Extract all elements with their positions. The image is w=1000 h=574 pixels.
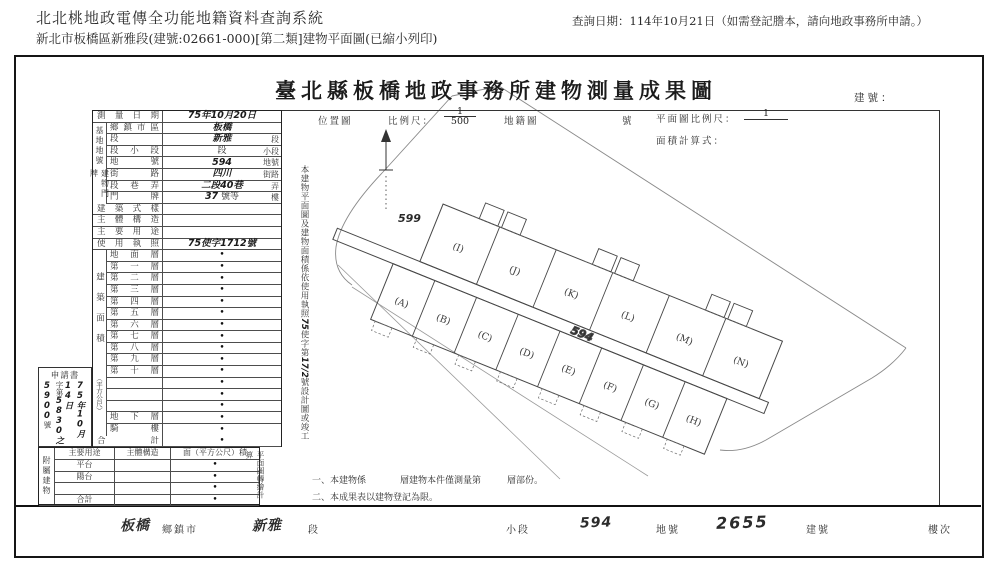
floor-label: 騎樓: [93, 424, 163, 436]
unit-label: (B): [434, 312, 452, 328]
unit-label: (K): [562, 286, 580, 302]
floor-label: 第一層: [93, 262, 163, 273]
area-calc-label: 面積計算式：: [656, 136, 726, 147]
cadastral-map-label: 地籍圖: [504, 116, 539, 127]
document-frame: [14, 55, 984, 558]
unit-label: (E): [559, 362, 578, 379]
structure-row: 主體構造: [93, 215, 281, 227]
floor-row: [93, 378, 281, 390]
base-land-group: 基地地號: [93, 123, 107, 169]
floor-area-bullet: •: [219, 343, 225, 354]
unit-label: (J): [507, 264, 522, 279]
plan-scale-numerator: 1: [744, 108, 788, 120]
floor-area-bullet: •: [219, 308, 225, 319]
floor-area-bullet: •: [219, 401, 225, 412]
note-1: 一、本建物係 層建物本件僅測量第 層部份。: [312, 476, 544, 486]
floor-label: 第六層: [93, 320, 163, 331]
total-row: 合計 •: [93, 436, 281, 448]
floor-area-bullet: •: [219, 389, 225, 400]
unit-label: (D): [517, 345, 536, 362]
annex-group: 附屬建物: [39, 448, 55, 504]
unit-label: (H): [684, 413, 703, 430]
right-inner-rule: [939, 110, 940, 505]
street-row: 街路 四川 街路: [93, 169, 281, 181]
sidebar-note-column-2: 平面圖轉繪計算: [245, 451, 265, 499]
main-table: [89, 110, 282, 447]
floor-row: [93, 273, 281, 285]
floor-row: [93, 366, 281, 378]
application-title: 申請書: [50, 371, 80, 381]
unit-label: (L): [619, 309, 637, 325]
system-title: 北北桃地政電傳全功能地籍資料查詢系統: [36, 9, 325, 27]
scale-label: 比例尺：: [388, 116, 435, 127]
floor-area-bullet: •: [219, 424, 225, 435]
floor-row: [93, 262, 281, 274]
floor-row: [93, 285, 281, 297]
plan-scale-label: 平面圖比例尺：: [656, 114, 737, 125]
query-date: 查詢日期：114年10月21日（如需登記謄本，請向地政事務所申請。）: [572, 14, 928, 28]
floor-label: 第二層: [93, 273, 163, 284]
cadastral-no-label: 號: [622, 116, 634, 127]
application-box: [38, 367, 92, 447]
floor-area-bullet: •: [219, 366, 225, 377]
bottom-building-no-label: 建號: [806, 525, 830, 536]
floor-row: [93, 401, 281, 413]
bottom-township-label: 鄉鎮市: [162, 525, 198, 536]
annex-header-row: 主要用途 主體構造 面（平方公尺）積: [39, 448, 259, 460]
location-map-label: 位置圖: [318, 116, 353, 127]
floor-row: [93, 343, 281, 355]
floor-label: 第四層: [93, 297, 163, 308]
annex-row-terrace: 平台 •: [39, 460, 259, 472]
floor-area-bullet: •: [219, 377, 225, 388]
location-scale-fraction: [444, 107, 476, 126]
floor-label: 地下層: [93, 412, 163, 423]
floor-label: 第八層: [93, 343, 163, 354]
unit-label: (G): [642, 396, 661, 413]
application-number: 字第5830之5900號: [42, 381, 64, 445]
township-row: 鄉鎮市區 板橋: [93, 123, 281, 135]
note-2: 二、本成果表以建物登記為限。: [312, 493, 439, 503]
parcel-number-594: 594: [568, 323, 596, 345]
floor-label: 第七層: [93, 331, 163, 342]
bottom-township-value: 板橋: [119, 517, 151, 535]
floor-area-bullet: •: [219, 285, 225, 296]
annex-row-total: 合計 •: [39, 495, 259, 507]
floor-area-bullet: •: [219, 319, 225, 330]
bottom-strip: [16, 505, 981, 559]
bottom-floor-label: 樓次: [928, 525, 952, 536]
license-row: 使用執照 75使字1712號: [93, 239, 281, 251]
unit-label: (C): [476, 329, 494, 345]
floor-row: [93, 297, 281, 309]
document-title: 臺北縣板橋地政事務所建物測量成果圖: [275, 78, 717, 103]
land-no-row: 地號 594 地號: [93, 157, 281, 169]
subsection-row: 段小段 段 小段: [93, 146, 281, 158]
bottom-land-no-value: 594: [579, 514, 613, 532]
application-date: 75年10月14日: [63, 381, 85, 438]
annex-row-balcony: 陽台 •: [39, 472, 259, 484]
floor-area-bullet: •: [219, 262, 225, 273]
floor-area-bullet: •: [219, 331, 225, 342]
floor-area-bullet: •: [219, 354, 225, 365]
bottom-subsection-label: 小段: [506, 525, 530, 536]
floor-row: [93, 424, 281, 436]
notes: [312, 473, 543, 507]
bottom-land-no-label: 地號: [656, 525, 680, 536]
bottom-section-label: 段: [308, 525, 320, 536]
unit-label: (M): [674, 331, 695, 349]
bottom-building-no-value: 2655: [715, 512, 769, 533]
floor-area-bullet: •: [219, 273, 225, 284]
building-area-group: 建築面積 （平方公尺）: [93, 250, 107, 436]
floor-row: [93, 320, 281, 332]
floor-label: 第五層: [93, 308, 163, 319]
floor-area-bullet: •: [219, 412, 225, 423]
usage-row: 主要用途: [93, 227, 281, 239]
floor-area-rows: [93, 250, 281, 436]
unit-label: (F): [601, 379, 619, 396]
lane-row: 段巷弄 二段40巷 弄: [93, 181, 281, 193]
survey-date-row: 測量日期 75年10月20日: [93, 111, 281, 123]
floor-area-bullet: •: [219, 250, 225, 261]
floor-label: 地面層: [93, 250, 163, 261]
floor-row: [93, 308, 281, 320]
survey-date-value: 75年10月20日: [187, 110, 257, 122]
unit-label: (N): [731, 354, 751, 371]
floor-area-bullet: •: [219, 296, 225, 307]
parcel-number-599: 599: [398, 212, 421, 225]
scale-denominator: 500: [444, 116, 476, 126]
floor-row: [93, 389, 281, 401]
unit-label: (I): [450, 241, 466, 256]
floor-label: 第三層: [93, 285, 163, 296]
annex-table: [38, 447, 260, 505]
floor-label: 第九層: [93, 354, 163, 365]
building-no-label: 建號：: [854, 92, 895, 104]
door-no-row: 門牌 37 號等 樓: [93, 192, 281, 204]
document-subtitle: 新北市板橋區新雅段(建號:02661-000)[第二類]建物平面圖(已縮小列印): [36, 31, 438, 46]
floor-label: 第十層: [93, 366, 163, 377]
floor-row: [93, 250, 281, 262]
floor-row: [93, 331, 281, 343]
floor-row: [93, 354, 281, 366]
annex-row-blank: •: [39, 483, 259, 495]
scale-numerator: 1: [456, 106, 464, 117]
style-row: 建築式樣: [93, 204, 281, 216]
unit-label: (A): [392, 295, 411, 311]
sidebar-note-column: 本建物平面圖及建物面積係依使用執照75使字第17/2號設計圖或竣工: [299, 165, 309, 441]
door-plate-group: 建物門牌: [93, 169, 107, 204]
section-row: 段 新雅 段: [93, 134, 281, 146]
floor-row: [93, 412, 281, 424]
bottom-section-value: 新雅: [251, 517, 283, 535]
